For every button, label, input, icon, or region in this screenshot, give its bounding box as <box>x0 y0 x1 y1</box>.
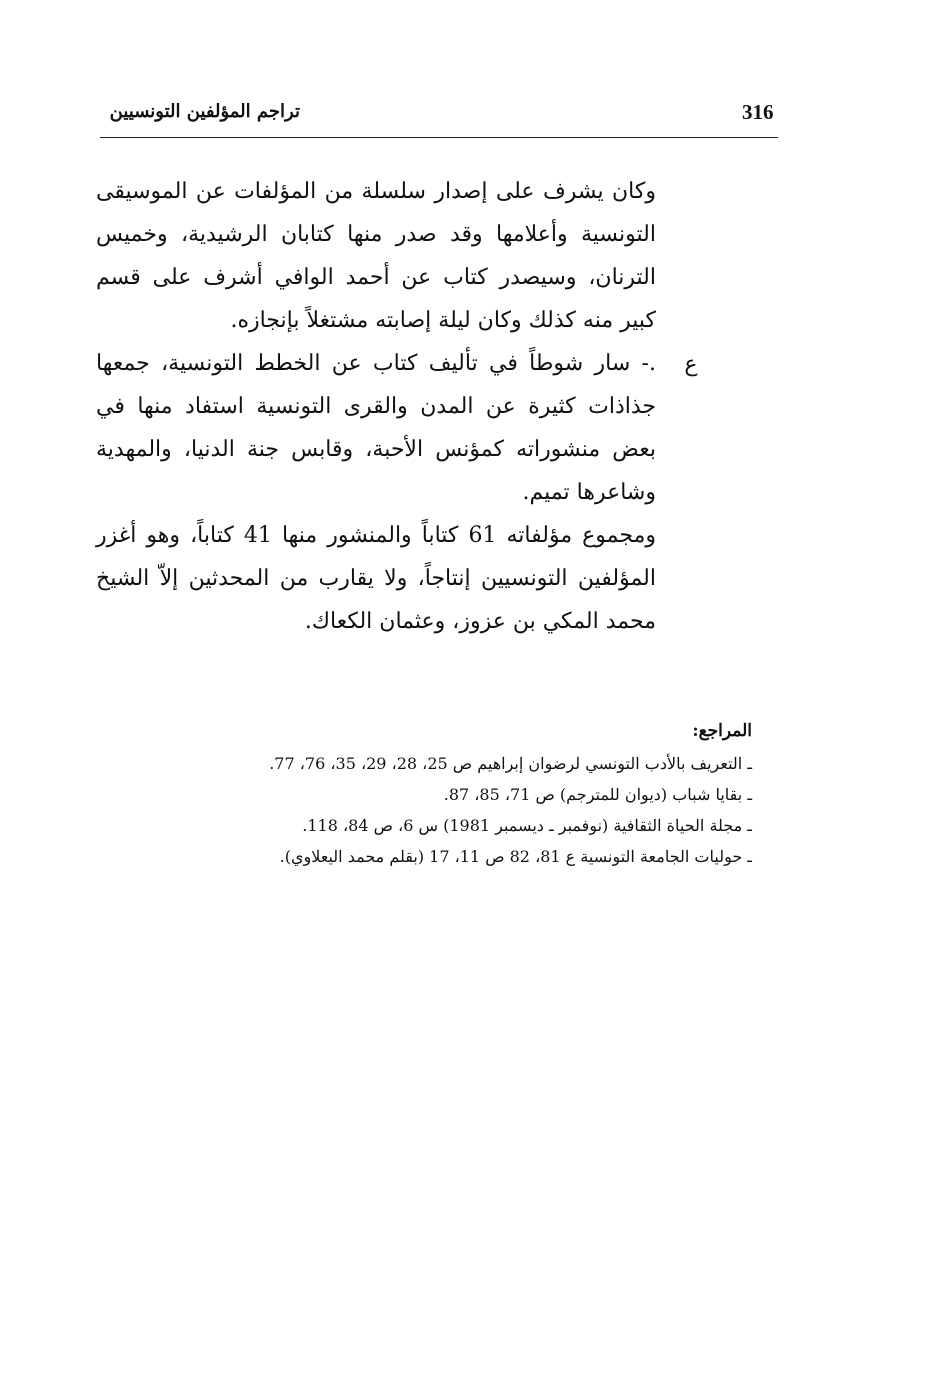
references-section <box>180 716 752 872</box>
references-title: المراجع: <box>692 721 752 741</box>
paragraph-3: ومجموع مؤلفاته 61 كتاباً والمنشور منها 41 كتاباً، وهو أغزر المؤلفين التونسيين إنتاجاً، ولا يقارب من المحدثين إلاّ الشيخ محمد المكي بن عزوز، وعثمان الكعاك. <box>96 523 656 634</box>
paragraph-2: .- سار شوطاً في تأليف كتاب عن الخطط التونسية، جمعها جذاذات كثيرة عن المدن والقرى التونسية استفاد منها في بعض منشوراته كمؤنس الأحبة، وقابس جنة الدنيا، والمهدية وشاعرها تميم. <box>96 351 656 505</box>
reference-item: ـ حوليات الجامعة التونسية ع 81، 82 ص 11، 17 (بقلم محمد اليعلاوي). <box>279 847 752 866</box>
page-number: 316 <box>742 100 774 124</box>
reference-item: ـ مجلة الحياة الثقافية (نوفمبر ـ ديسمبر 1981) س 6، ص 84، 118. <box>302 816 752 835</box>
body-text <box>96 170 656 643</box>
header-rule <box>100 137 778 138</box>
item-marker: ع <box>684 352 698 377</box>
running-title: تراجم المؤلفين التونسيين <box>109 101 300 122</box>
paragraph-1: وكان يشرف على إصدار سلسلة من المؤلفات عن الموسيقى التونسية وأعلامها وقد صدر منها كتابان الرشيدية، وخميس الترنان، وسيصدر كتاب عن أحمد الوافي أشرف على قسم كبير منه كذلك وكان ليلة إصابته مشتغلاً بإنجازه. <box>96 179 656 333</box>
reference-item: ـ بقايا شباب (ديوان للمترجم) ص 71، 85، 87. <box>443 785 752 804</box>
reference-item: ـ التعريف بالأدب التونسي لرضوان إبراهيم ص 25، 28، 29، 35، 76، 77. <box>269 754 752 773</box>
